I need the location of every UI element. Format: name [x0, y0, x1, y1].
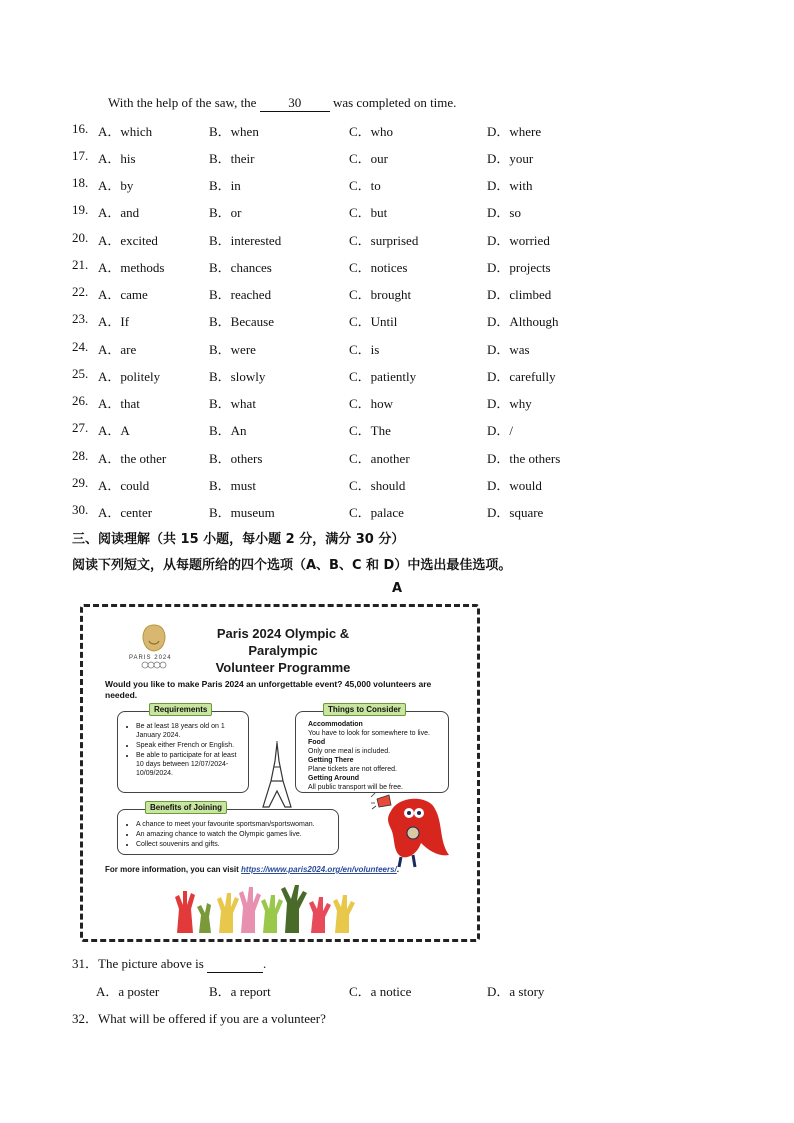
option-b[interactable]: B．slowly — [209, 369, 266, 384]
consider-heading: Accommodation — [308, 721, 363, 728]
option-d[interactable]: D．with — [487, 178, 533, 193]
option-c[interactable]: C．Until — [349, 314, 398, 329]
q31-stem-text: 31．The picture above is — [72, 956, 204, 971]
consider-text: You have to look for somewhere to live. — [308, 730, 430, 737]
consider-text: Only one meal is included. — [308, 748, 391, 755]
question-number: 17. — [72, 148, 89, 163]
option-b[interactable]: B．others — [209, 451, 263, 466]
option-c[interactable]: C．should — [349, 478, 406, 493]
option-b[interactable]: B．must — [209, 478, 256, 493]
poster-title-line2: Volunteer Programme — [215, 660, 351, 675]
question-number: 16. — [72, 121, 89, 136]
info-prefix: For more information, you can visit — [105, 865, 239, 874]
phryge-mascot-icon — [369, 791, 469, 871]
option-d[interactable]: D．climbed — [487, 287, 552, 302]
question-row — [72, 121, 632, 139]
q31-option-a[interactable]: A．a poster — [96, 984, 160, 999]
option-b[interactable]: B．reached — [209, 287, 272, 302]
option-a[interactable]: A．If — [98, 314, 130, 329]
q31-options — [96, 981, 656, 999]
blank-30: 30 — [260, 95, 330, 112]
poster-intro: Would you like to make Paris 2024 an unforgettable event? 45,000 volunteers are needed. — [105, 679, 432, 700]
question-row — [72, 475, 632, 493]
intro-sentence — [108, 95, 456, 112]
consider-tag: Things to Consider — [323, 703, 406, 716]
option-a[interactable]: A．are — [98, 342, 137, 357]
intro-before: With the help of the saw, the — [108, 95, 257, 110]
consider-box — [295, 711, 449, 793]
option-b[interactable]: B．in — [209, 178, 241, 193]
option-d[interactable]: D．why — [487, 396, 532, 411]
option-d[interactable]: D．where — [487, 124, 542, 139]
requirements-list — [118, 712, 248, 783]
question-number: 27. — [72, 420, 89, 435]
option-d[interactable]: D．worried — [487, 233, 550, 248]
volunteer-link[interactable]: https://www.paris2024.org/en/volunteers/ — [241, 865, 397, 874]
benefits-tag: Benefits of Joining — [145, 801, 227, 814]
option-a[interactable]: A．methods — [98, 260, 165, 275]
option-c[interactable]: C．how — [349, 396, 394, 411]
benefit-item: • Collect souvenirs and gifts. — [136, 840, 332, 849]
option-c[interactable]: C．The — [349, 423, 391, 438]
q31-option-c[interactable]: C．a notice — [349, 984, 412, 999]
question-number: 23. — [72, 311, 89, 326]
benefit-item: • An amazing chance to watch the Olympic games live. — [136, 830, 332, 839]
question-number: 30. — [72, 502, 89, 517]
poster-title-line1: Paris 2024 Olympic & Paralympic — [216, 626, 350, 658]
question-row — [72, 230, 632, 248]
option-b[interactable]: B．museum — [209, 505, 275, 520]
q31-stem — [72, 953, 266, 973]
question-number: 29. — [72, 475, 89, 490]
passage-label: A — [392, 581, 403, 596]
consider-heading: Food — [308, 739, 326, 746]
question-number: 18. — [72, 175, 89, 190]
question-number: 28. — [72, 448, 89, 463]
question-row — [72, 420, 632, 438]
question-row — [72, 502, 632, 520]
option-c[interactable]: C．who — [349, 124, 394, 139]
requirements-box — [117, 711, 249, 793]
requirement-item: • Be at least 18 years old on 1 January 2024. — [136, 722, 242, 740]
requirements-tag: Requirements — [149, 703, 212, 716]
option-b[interactable]: B．were — [209, 342, 256, 357]
option-a[interactable]: A．politely — [98, 369, 161, 384]
consider-heading: Getting There — [308, 757, 354, 764]
question-number: 20. — [72, 230, 89, 245]
consider-heading: Getting Around — [308, 775, 360, 782]
consider-text: All public transport will be free. — [308, 784, 403, 791]
section-three-title: 三、阅读理解（共 15 小题，每小题 2 分，满分 30 分） — [72, 532, 405, 547]
option-a[interactable]: A．excited — [98, 233, 158, 248]
question-number: 24. — [72, 339, 89, 354]
eiffel-tower-icon — [257, 741, 297, 809]
paris-2024-logo-icon — [131, 621, 177, 669]
option-b[interactable]: B．their — [209, 151, 255, 166]
question-row — [72, 366, 632, 384]
option-a[interactable]: A．that — [98, 396, 140, 411]
info-suffix: . — [396, 865, 400, 874]
option-c[interactable]: C．another — [349, 451, 410, 466]
q31-blank — [207, 956, 263, 973]
option-d[interactable]: D．the others — [487, 451, 561, 466]
option-b[interactable]: B．or — [209, 205, 242, 220]
option-b[interactable]: B．what — [209, 396, 256, 411]
logo-text: PARIS 2024 — [129, 655, 172, 661]
option-a[interactable]: A．center — [98, 505, 153, 520]
question-row — [72, 175, 632, 193]
option-d[interactable]: D．carefully — [487, 369, 556, 384]
option-b[interactable]: B．when — [209, 124, 259, 139]
q31-option-b[interactable]: B．a report — [209, 984, 271, 999]
option-d[interactable]: D．would — [487, 478, 542, 493]
question-row — [72, 393, 632, 411]
option-d[interactable]: D．your — [487, 151, 534, 166]
option-d[interactable]: D．/ — [487, 423, 514, 438]
question-row — [72, 148, 632, 166]
option-a[interactable]: A．by — [98, 178, 134, 193]
option-d[interactable]: D．so — [487, 205, 521, 220]
q32-stem: 32．What will be offered if you are a volunteer? — [72, 1011, 326, 1026]
option-c[interactable]: C．but — [349, 205, 388, 220]
question-row — [72, 202, 632, 220]
requirement-item: • Speak either French or English. — [136, 741, 242, 750]
option-a[interactable]: A．his — [98, 151, 136, 166]
poster-title — [183, 625, 383, 676]
question-row — [72, 257, 632, 275]
consider-text: Plane tickets are not offered. — [308, 766, 397, 773]
question-number: 25. — [72, 366, 89, 381]
option-c[interactable]: C．patiently — [349, 369, 417, 384]
option-d[interactable]: D．projects — [487, 260, 551, 275]
q31-stem-end: . — [263, 956, 267, 971]
option-c[interactable]: C．surprised — [349, 233, 419, 248]
requirement-item: • Be able to participate for at least 10 days between 12/07/2024-10/09/2024. — [136, 751, 242, 778]
option-a[interactable]: A．could — [98, 478, 150, 493]
option-a[interactable]: A．came — [98, 287, 148, 302]
benefit-item: • A chance to meet your favourite sportsman/sportswoman. — [136, 820, 332, 829]
question-row — [72, 448, 632, 466]
option-c[interactable]: C．is — [349, 342, 380, 357]
option-b[interactable]: B．interested — [209, 233, 282, 248]
question-row — [72, 284, 632, 302]
option-a[interactable]: A．the other — [98, 451, 167, 466]
question-number: 19. — [72, 202, 89, 217]
question-number: 22. — [72, 284, 89, 299]
volunteer-poster — [80, 604, 480, 942]
question-row — [72, 311, 632, 329]
option-a[interactable]: A．and — [98, 205, 140, 220]
option-c[interactable]: C．brought — [349, 287, 412, 302]
option-d[interactable]: D．Although — [487, 314, 559, 329]
option-b[interactable]: B．Because — [209, 314, 274, 329]
benefits-list — [118, 810, 338, 854]
option-d[interactable]: D．square — [487, 505, 544, 520]
question-number: 21. — [72, 257, 89, 272]
intro-after: was completed on time. — [332, 95, 457, 110]
option-b[interactable]: B．An — [209, 423, 247, 438]
benefits-box — [117, 809, 339, 855]
poster-info — [105, 865, 399, 874]
option-d[interactable]: D．was — [487, 342, 530, 357]
option-c[interactable]: C．palace — [349, 505, 404, 520]
q31-option-d[interactable]: D．a story — [487, 984, 545, 999]
option-a[interactable]: A．A — [98, 423, 130, 438]
option-b[interactable]: B．chances — [209, 260, 272, 275]
raised-hands-icon — [171, 883, 371, 933]
question-row — [72, 339, 632, 357]
option-c[interactable]: C．to — [349, 178, 381, 193]
question-number: 26. — [72, 393, 89, 408]
consider-list — [296, 712, 448, 796]
option-c[interactable]: C．notices — [349, 260, 408, 275]
option-a[interactable]: A．which — [98, 124, 153, 139]
option-c[interactable]: C．our — [349, 151, 389, 166]
section-three-instruction: 阅读下列短文，从每题所给的四个选项（A、B、C 和 D）中选出最佳选项。 — [72, 558, 512, 573]
